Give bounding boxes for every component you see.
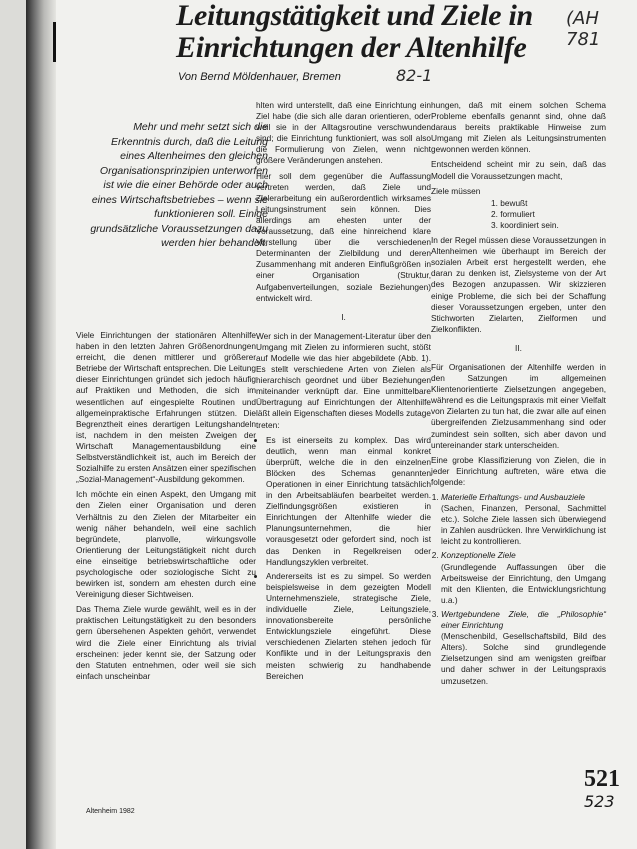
item-title: Konzeptionelle Ziele	[441, 550, 516, 561]
col3-list-intro: Ziele müssen	[431, 185, 481, 196]
byline: Von Bernd Möldenhauer, Bremen	[178, 71, 341, 83]
item-title: Materielle Erhaltungs- und Ausbauziele	[441, 492, 586, 502]
scan-bracket-mark	[53, 22, 64, 62]
col3-paragraph: Entscheidend scheint mir zu sein, daß das Modell die Voraussetzungen macht,	[431, 159, 606, 181]
col1-paragraph: Das Thema Ziele wurde gewählt, weil es in der praktischen Leitungstätigkeit zu den besonders gern übersehenen Aspekten gehört, verwendet wird die Ziele einer Einrichtung als trivial erscheinen: jeder kennt sie, der Satzung oder den Statuten entnehmen, oder weil sie sich einfach unscheinbar	[76, 604, 256, 681]
handwritten-reference: 82-1	[396, 66, 433, 85]
item-title: Wertgebundene Ziele, die „Philosophie“ einer Einrichtung	[441, 608, 606, 631]
handwritten-page-number: 523	[584, 792, 615, 811]
section-heading-2: II.	[515, 342, 522, 353]
page-number: 521	[584, 766, 620, 792]
col3-paragraph: hungen, daß mit einem solchen Schema Probleme ebenfalls genannt sind, ohne daß daraus bereits praktikable Hinweise zum Umgang mit Zielen als Leitungsinstrumenten gewonnen werden können.	[431, 100, 606, 155]
col2-bullet-list	[256, 435, 431, 682]
section-heading-1: I.	[341, 311, 346, 322]
col3-numbered-item	[441, 492, 606, 547]
col3-numbered-item	[441, 609, 606, 687]
item-text: (Grundlegende Auffassungen über die Arbeitsweise der Einrichtung, den Umgang mit den Klienten, die Entwicklungsrichtung u.a.)	[441, 561, 606, 605]
journal-page	[26, 0, 637, 849]
title-line-2: Einrichtungen der Altenhilfe	[176, 31, 527, 64]
item-text: (Menschenbild, Gesellschaftsbild, Bild des Alters). Solche sind grundlegende Zielsetzungen sind am wenigsten greifbar und daher schwer in der Leitungspraxis umzusetzen.	[441, 631, 606, 686]
col3-short-list	[431, 198, 606, 231]
col3-short-list-item: 1. bewußt	[491, 197, 528, 208]
column-1	[76, 330, 256, 686]
col2-paragraph: Hier soll dem gegenüber die Auffassung vertreten werden, daß Ziele und Zielerarbeitung ein außerordentlich wirksames Leitungsinstrument sein können. Dies allerdings am ehesten unter der Voraussetzung, daß eine hinreichend klare Vorstellung über die verschiedenen Determinanten der Zielbildung und deren Zusammenhang mit anderen Einflußgrößen in einer Organisation (Struktur, Aufgabenverteilungen, soziale Beziehungen) entwickelt wird.	[256, 170, 431, 303]
col2-paragraph: hlten wird unterstellt, daß eine Einrichtung ein Ziel habe (die sich alle daran orientieren, oder weil sie in der Alltagsroutine verschwunden sind; die Einrichtung funktioniert, was soll also die Formulierung von Zielen, wenn nicht größere Veränderungen anstehen.	[256, 100, 431, 166]
column-2	[256, 100, 431, 686]
col2-bullet: • Es ist einerseits zu komplex. Das wird deutlich, wenn man einmal konkret überprüft, welche die in den einzelnen Blöcken des Schemas genannten Operationen in einer Einrichtung tatsächlich in den Arbeitsabläufen bearbeitet werden. Zielfindungsgrößen existieren in Einrichtungen der Altenhilfe wieder die Planungsunternehmen, die hier vorausgesetzt oder gefordert sind, noch ist das Denken in Regelkreisen oder Handlungszyklen verbreitet.	[266, 435, 431, 568]
col2-bullet: • Andererseits ist es zu simpel. So werden beispielsweise in dem gezeigten Modell Unternehmensziele, strategische Ziele, individuelle Ziele, Leitungsziele, innovationsbereite persönliche Entwicklungsziele eingeführt. Diese verschiedenen Zielarten stehen jedoch für Konflikte und in der Leitungspraxis den meisten schwierig zu handhabende Bereichen	[266, 571, 431, 682]
column-3	[431, 100, 606, 691]
lead-paragraph: Mehr und mehr setzt sich die Erkenntnis durch, daß die Leitung eines Altenheimes den gleichen Organisationsprinzipien unterworfen ist wie die einer Behörde oder auch eines Wirtschaftsbetriebes – wenn sie funktionieren soll. Einige grundsätzliche Voraussetzungen dazu werden hier behandelt.	[90, 121, 268, 249]
col3-short-list-item: 3. koordiniert sein.	[491, 219, 559, 230]
article-title	[176, 0, 586, 64]
binding-shadow	[26, 0, 56, 849]
source-footer: Altenheim 1982	[86, 808, 135, 815]
col1-paragraph: Ich möchte ein einen Aspekt, den Umgang mit den Zielen einer Organisation und deren Verhältnis zu den Zielen der Mitarbeiter ein wenig näher behandeln, weil eine sachlich begründete, planvolle, wirkungsvolle Orientierung der Leitungstätigkeit nicht durch eine einseitige betriebswirtschaftliche oder psychologische oder soziologische Sicht zu bewirken ist, sondern am ehesten durch eine Vereinigung dieser Sichtweisen.	[76, 489, 256, 600]
handwritten-archive-code: (AH 781	[566, 8, 601, 50]
col3-numbered-list	[431, 492, 606, 687]
item-text: (Sachen, Finanzen, Personal, Sachmittel etc.). Solche Ziele lassen sich überwiegend in Zahlen ausdrücken. Ihre Verwirklichung ist leicht zu kontrollieren.	[441, 503, 606, 547]
col3-paragraph: Für Organisationen der Altenhilfe werden in den Satzungen im allgemeinen Klientenorientierte Zielsetzungen angegeben, während es die Leitungspraxis mit einer Vielfalt von Zielarten zu tun hat, die zwar alle auf einen übergreifenden Zielzusammenhang sind oder zumindest sein sollten, sich aber davon und untereinander stark unterscheiden.	[431, 361, 606, 450]
col3-numbered-item	[441, 550, 606, 605]
col3-paragraph: In der Regel müssen diese Voraussetzungen in Altenheimen wie überhaupt im Bereich der sozialen Arbeit erst hergestellt werden, ehe daran zu denken ist, Zielsysteme von der Art des Bezogen anzupassen. Wir skizzieren einige Probleme, die sich bei der Schaffung dieser Voraussetzungen ergeben, unter den Stichworten Zielarten, Zielformen und Zielkonflikten.	[431, 235, 606, 334]
col1-paragraph: Viele Einrichtungen der stationären Altenhilfe haben in den letzten Jahren Größenordnungen erreicht, die denen mittlerer und größerer Betriebe der Wirtschaft entsprechen. Die Leitung dieser Einrichtungen gründet sich jedoch häufig auf Praktiken und Methoden, die sich im wesentlichen auf eingespielte Routinen und allgemeinpraktische Erfahrungen stützen. Die Begrenztheit eines derartigen Leitungshandeln ist, nachdem in den meisten Zweigen der Wirtschaft Managementausbildung eine Selbstverständlichkeit ist, auch im Bereich der Sozialhilfe zu ersten Ansätzen einer spezifischen „Sozial-Management“-Ausbildung gekommen.	[76, 330, 256, 485]
col3-paragraph: Eine grobe Klassifizierung von Zielen, die in jeder Einrichtung auftreten, wäre etwa die folgende:	[431, 454, 606, 487]
col3-short-list-item: 2. formuliert	[491, 208, 535, 219]
col2-paragraph: Wer sich in der Management-Literatur über den Umgang mit Zielen zu informieren sucht, stößt auf Modelle wie das hier abgebildete (Abb. 1). Es stellt verschiedene Arten von Zielen als hierarchisch geordnet und über Beziehungen miteinander verknüpft dar. Eine unmittelbare Übertragung auf Einrichtungen der Altenhilfe läßt allein Eigenschaften dieses Modells zutage treten:	[256, 330, 431, 430]
title-line-1: Leitungstätigkeit und Ziele in	[176, 0, 533, 32]
